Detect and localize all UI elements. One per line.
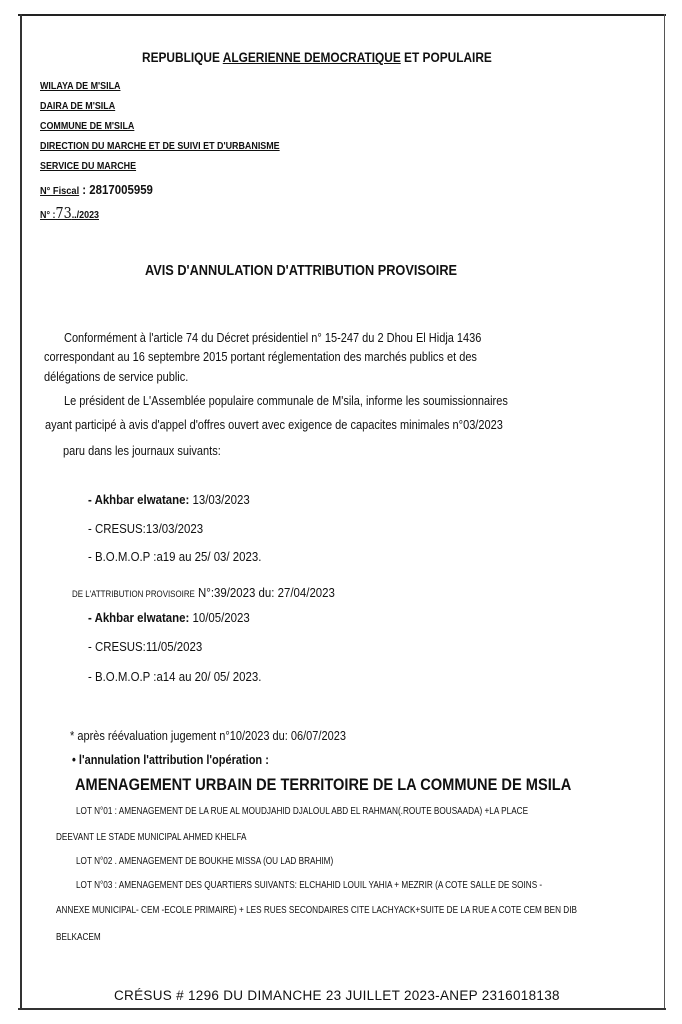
publication-item	[88, 639, 202, 654]
notice-title: AVIS D'ANNULATION D'ATTRIBUTION PROVISOIRE	[145, 262, 458, 279]
lot-line: DEEVANT LE STADE MUNICIPAL AHMED KHELFA	[56, 832, 247, 843]
lot-line: BELKACEM	[56, 932, 101, 943]
page-border-right	[664, 14, 665, 1009]
header-part: ET POPULAIRE	[400, 50, 492, 65]
paragraph-line: correspondant au 16 septembre 2015 portant réglementation des marchés publics et des	[44, 350, 477, 364]
admin-daira: DAIRA DE M'SILA	[40, 100, 116, 112]
annulation-line: • l'annulation l'attribution l'opération :	[72, 753, 269, 767]
publication-name: - Akhbar elwatane:	[88, 492, 190, 507]
document-number	[40, 204, 99, 222]
fiscal-label: N° Fiscal	[40, 185, 80, 197]
publication-date: a19 au 25/ 03/ 2023.	[156, 549, 262, 564]
publication-name: - CRESUS:	[88, 521, 146, 536]
admin-direction: DIRECTION DU MARCHE ET DE SUIVI ET D'URBANISME	[40, 140, 280, 152]
publication-item	[88, 521, 203, 536]
number-prefix: N° :	[40, 209, 56, 221]
paragraph-line: ayant participé à avis d'appel d'offres ouvert avec exigence de capacites minimales n°03/2023	[45, 418, 503, 432]
publication-item	[88, 549, 261, 564]
publication-date: 10/05/2023	[189, 610, 250, 625]
header-part-underlined: ALGERIENNE DEMOCRATIQUE	[222, 50, 401, 65]
paragraph-line: Le président de L'Assemblée populaire communale de M'sila, informe les soumissionnaires	[64, 394, 508, 408]
paragraph-line: Conformément à l'article 74 du Décret présidentiel n° 15-247 du 2 Dhou El Hidja 1436	[64, 331, 482, 345]
attribution-label: DE L'ATTRIBUTION PROVISOIRE	[72, 589, 195, 599]
republic-header	[142, 50, 492, 65]
publication-date: 11/05/2023	[145, 639, 203, 654]
lot-line: LOT N°02 . AMENAGEMENT DE BOUKHE MISSA (OU LAD BRAHIM)	[76, 856, 334, 867]
admin-wilaya: WILAYA DE M'SILA	[40, 80, 121, 92]
handwritten-number: 73	[55, 204, 72, 222]
publication-name: - B.O.M.O.P :	[88, 549, 157, 564]
header-part: REPUBLIQUE	[142, 50, 223, 65]
publication-date: 13/03/2023	[189, 492, 250, 507]
paragraph-line: paru dans les journaux suivants:	[63, 444, 221, 458]
lot-line: LOT N°03 : AMENAGEMENT DES QUARTIERS SUIVANTS: ELCHAHID LOUIL YAHIA + MEZRIR (A COTE SALLE DE SOINS -	[76, 880, 543, 891]
publication-name: - Akhbar elwatane:	[88, 610, 190, 625]
attribution-line	[72, 585, 335, 600]
publication-name: - CRESUS:	[88, 639, 146, 654]
fiscal-value: : 2817005959	[79, 182, 153, 197]
publication-item	[88, 492, 250, 507]
publication-date: a14 au 20/ 05/ 2023.	[156, 669, 262, 684]
lot-line: LOT N°01 : AMENAGEMENT DE LA RUE AL MOUDJAHID DJALOUL ABD EL RAHMAN(.ROUTE BOUSAADA) +LA PLACE	[76, 806, 529, 817]
page-border-bottom	[18, 1008, 666, 1010]
publication-item	[88, 610, 250, 625]
number-suffix: ../2023	[71, 209, 100, 221]
attribution-value: N°:39/2023 du: 27/04/2023	[194, 585, 335, 600]
publication-name: - B.O.M.O.P :	[88, 669, 157, 684]
publication-date: 13/03/2023	[145, 521, 204, 536]
publication-item	[88, 669, 261, 684]
page-border-left	[20, 14, 22, 1009]
admin-service: SERVICE DU MARCHE	[40, 160, 137, 172]
operation-title: AMENAGEMENT URBAIN DE TERRITOIRE DE LA COMMUNE DE MSILA	[75, 775, 572, 794]
page-border-top	[18, 14, 666, 16]
paragraph-line: délégations de service public.	[44, 370, 189, 384]
publication-footer: CRÉSUS # 1296 DU DIMANCHE 23 JUILLET 2023-ANEP 2316018138	[114, 988, 560, 1003]
admin-commune: COMMUNE DE M'SILA	[40, 120, 135, 132]
reevaluation-line: * après réévaluation jugement n°10/2023 du: 06/07/2023	[70, 729, 346, 743]
lot-line: ANNEXE MUNICIPAL- CEM -ECOLE PRIMAIRE) + LES RUES SECONDAIRES CITE LACHYACK+SUITE DE LA RUE A COTE CEM BEN DIB	[56, 905, 577, 916]
fiscal-number	[40, 182, 153, 197]
